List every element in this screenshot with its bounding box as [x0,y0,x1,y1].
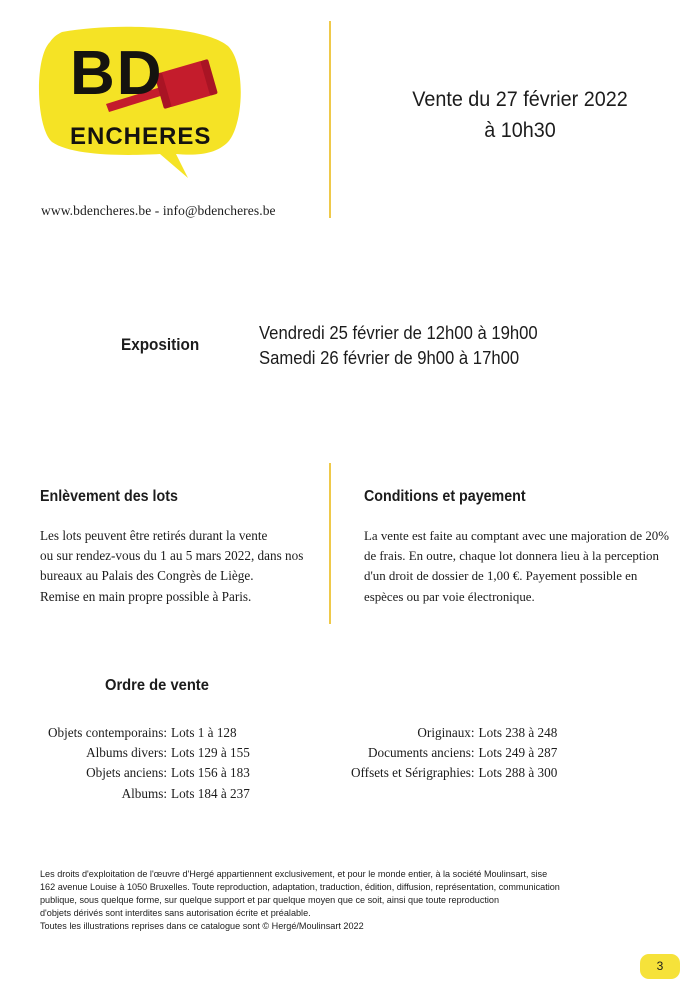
exposition-label: Exposition [121,335,200,354]
order-category: Albums: [121,785,168,801]
order-row [48,743,250,763]
removal-line: Remise en main propre possible à Paris. [40,588,252,604]
order-lots: Lots 238 à 248 [478,725,558,740]
legal-line: Toutes les illustrations reprises dans ce catalogue sont © Hergé/Moulinsart 2022 [40,919,364,931]
header-divider [329,21,331,218]
order-category: Objets anciens: [86,765,168,781]
order-category: Albums divers: [86,745,168,761]
order-category: Documents anciens: [367,745,475,761]
legal-line: d'objets dérivés sont interdites sans autorisation écrite et préalable. [40,906,311,918]
legal-line: 162 avenue Louise à 1050 Bruxelles. Toute reproduction, adaptation, traduction, édition, diffusion, représentation, communication [40,880,560,892]
removal-line: ou sur rendez-vous du 1 au 5 mars 2022, dans nos [40,548,304,564]
conditions-line: La vente est faite au comptant avec une majoration de 20% [364,529,669,543]
removal-line: bureaux au Palais des Congrès de Liège. [40,568,254,584]
legal-line: publique, sous quelque forme, sur quelque support et par quelque moyen que ce soit, ainsi que toute reproduction [40,893,500,905]
website-email-links[interactable]: www.bdencheres.be - info@bdencheres.be [41,203,276,218]
conditions-line: de frais. En outre, chaque lot donnera lieu à la perception [364,549,659,564]
order-lots: Lots 184 à 237 [171,785,250,801]
order-table-right [351,723,557,784]
exposition-day-2: Samedi 26 février de 9h00 à 17h00 [259,347,520,368]
page-number-badge: 3 [640,954,680,979]
order-category: Originaux: [417,725,475,740]
order-row [48,763,250,783]
order-category: Objets contemporains: [48,725,168,740]
exposition-schedule [259,320,538,370]
order-row [48,784,250,804]
order-row [48,723,250,743]
exposition-day-1: Vendredi 25 février de 12h00 à 19h00 [259,322,538,343]
order-row [351,763,557,783]
legal-line: Les droits d'exploitation de l'œuvre d'Hergé appartiennent exclusivement, et pour le monde entier, à la société Moulinsart, sise [40,868,548,879]
sale-time: à 10h30 [484,118,556,142]
sale-date: Vente du 27 février 2022 [412,87,628,111]
logo-bd-text: BD [70,39,164,108]
order-table-left [48,723,250,804]
removal-title: Enlèvement des lots [40,488,178,505]
order-lots: Lots 249 à 287 [478,745,558,761]
removal-text [40,526,303,607]
bd-encheres-logo [36,26,242,182]
order-title: Ordre de vente [105,677,209,694]
conditions-line: d'un droit de dossier de 1,00 €. Payement possible en [364,569,638,584]
order-lots: Lots 288 à 300 [478,765,558,781]
order-row [351,723,557,743]
logo-encheres-text: ENCHERES [70,123,212,150]
order-category: Offsets et Sérigraphies: [351,765,475,781]
order-lots: Lots 156 à 183 [171,765,250,781]
sale-title [364,84,677,146]
order-row [351,743,557,763]
middle-divider [329,463,331,624]
order-lots: Lots 129 à 155 [171,745,250,761]
conditions-line: espèces ou par voie électronique. [364,589,535,604]
order-lots: Lots 1 à 128 [171,725,237,740]
conditions-text [364,526,669,607]
removal-line: Les lots peuvent être retirés durant la vente [40,528,268,543]
conditions-title: Conditions et payement [364,488,526,505]
legal-notice [40,868,583,933]
